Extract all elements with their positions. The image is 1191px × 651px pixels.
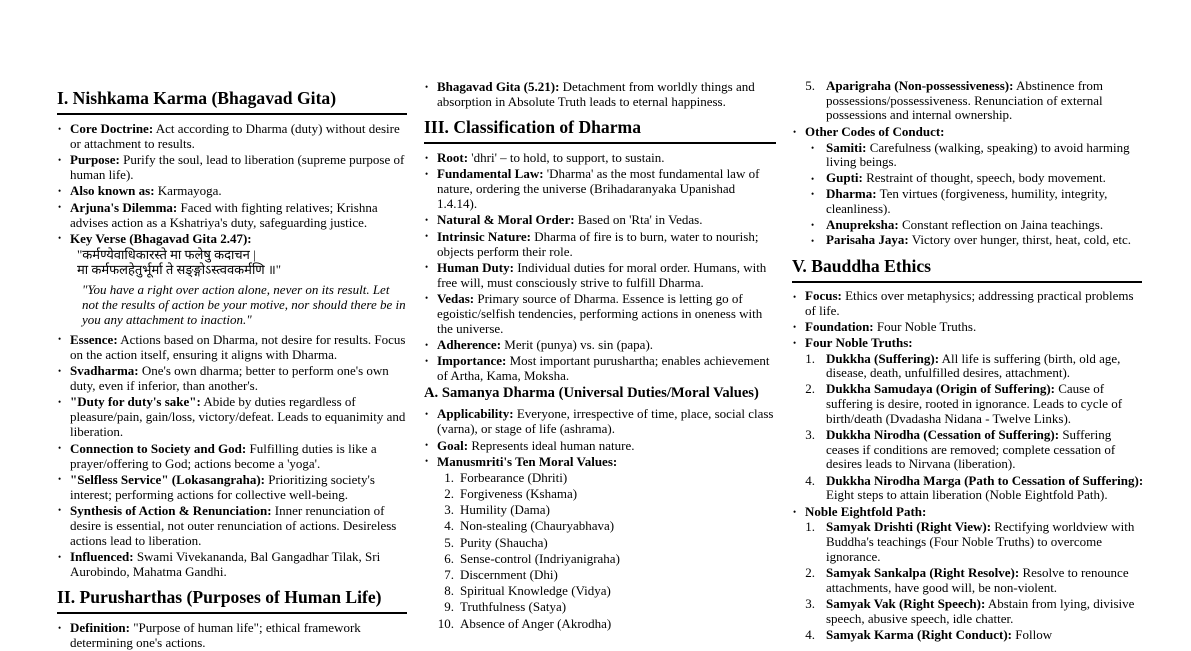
item-label: Parisaha Jaya:: [826, 232, 909, 248]
numbered-item: [792, 597, 1142, 626]
numbered-item: [424, 502, 776, 517]
list-item: [57, 472, 407, 502]
section-heading: III. Classification of Dharma: [424, 117, 776, 144]
bullet-list: [792, 289, 1142, 350]
item-label: Intrinsic Nature:: [437, 228, 532, 244]
item-label: Influenced:: [70, 549, 134, 565]
list-item: [424, 150, 776, 165]
item-text: Swami Vivekananda, Bal Gangadhar Tilak, Sri Aurobindo, Mahatma Gandhi.: [70, 549, 381, 580]
numbered-item: [792, 382, 1142, 426]
numbered-list: [792, 520, 1142, 642]
item-label: Svadharma:: [70, 363, 139, 379]
item-text: One's own dharma; better to perform one's own duty, even if inferior, than another's.: [70, 363, 389, 394]
item-number: 2.: [805, 565, 815, 581]
list-item: [424, 454, 776, 469]
item-text: Abstain from lying, divisive speech, abusive speech, idle chatter.: [826, 595, 1135, 626]
item-label: Arjuna's Dilemma:: [70, 199, 178, 215]
list-item: [424, 79, 776, 109]
list-item: [424, 353, 776, 383]
section-heading: V. Bauddha Ethics: [792, 256, 1142, 283]
item-text: Represents ideal human nature.: [471, 437, 635, 453]
verse-line: "कर्मण्येवाधिकारस्ते मा फलेषु कदाचन |: [77, 246, 256, 262]
numbered-list: [792, 79, 1142, 123]
item-label: Focus:: [805, 288, 842, 304]
bullet-list: [57, 620, 407, 650]
item-label: Samyak Sankalpa (Right Resolve):: [826, 565, 1020, 581]
item-text: Fulfilling duties is like a prayer/offering to God; actions become a 'yoga'.: [70, 440, 377, 471]
numbered-item: [424, 583, 776, 598]
numbered-item: [424, 486, 776, 501]
list-item: [792, 125, 1142, 140]
item-text: Act according to Dharma (duty) without desire or attachment to results.: [70, 121, 400, 151]
item-text: Dharma of fire is to burn, water to nourish; objects perform their role.: [437, 228, 759, 259]
numbered-item: [792, 566, 1142, 595]
item-text: Faced with fighting relatives; Krishna advises action as a Kshatriya's duty, safeguarding justice.: [70, 199, 378, 230]
item-text: "Purpose of human life"; ethical framework determining one's actions.: [70, 620, 361, 651]
item-label: Four Noble Truths:: [805, 334, 913, 350]
item-label: Other Codes of Conduct:: [805, 123, 945, 139]
list-item: [57, 363, 407, 393]
item-label: Importance:: [437, 353, 507, 369]
item-number: 4.: [805, 472, 815, 488]
list-item: [424, 291, 776, 336]
item-text: Restraint of thought, speech, body movement.: [866, 170, 1106, 186]
item-text: Sense-control (Indriyanigraha): [460, 550, 620, 566]
translation-quote: "You have a right over action alone, never on its result. Let not the results of action be your motive, nor should there be in you any attachment to inaction.": [82, 281, 406, 327]
item-label: "Selfless Service" (Lokasangraha):: [70, 471, 265, 487]
numbered-item: [424, 470, 776, 485]
item-label: Natural & Moral Order:: [437, 212, 575, 228]
item-label: Dukkha (Suffering):: [826, 350, 940, 366]
item-label: Fundamental Law:: [437, 166, 544, 182]
item-text: Truthfulness (Satya): [460, 599, 567, 615]
item-text: Follow: [1015, 626, 1053, 642]
numbered-item: [424, 551, 776, 566]
item-number: 2.: [444, 486, 454, 502]
item-text: Rectifying worldview with Buddha's teachings (Four Noble Truths) to overcome ignorance.: [826, 519, 1135, 564]
item-label: Foundation:: [805, 318, 874, 334]
numbered-list: [424, 470, 776, 631]
item-text: Merit (punya) vs. sin (papa).: [504, 337, 654, 353]
list-item: [57, 231, 407, 246]
numbered-item: [424, 535, 776, 550]
item-text: Forbearance (Dhriti): [460, 469, 568, 485]
item-number: 7.: [444, 567, 454, 582]
bullet-list: [424, 79, 776, 109]
numbered-item: [424, 616, 776, 631]
item-label: Dukkha Nirodha (Cessation of Suffering):: [826, 427, 1060, 443]
item-text: Actions based on Dharma, not desire for results. Focus on the action itself, ensuring it aligns with Dharma.: [70, 331, 406, 362]
list-item: [810, 171, 1142, 186]
item-number: 10.: [437, 615, 454, 631]
item-text: Everyone, irrespective of time, place, social class (varna), or stage of life (ashrama).: [437, 406, 774, 437]
item-number: 3.: [805, 595, 815, 611]
item-label: Core Doctrine:: [70, 121, 154, 136]
column-2: [424, 79, 776, 632]
item-label: Root:: [437, 150, 469, 165]
item-number: 6.: [444, 550, 454, 566]
column-3: [792, 79, 1142, 644]
item-label: Adherence:: [437, 337, 502, 353]
item-label: Key Verse (Bhagavad Gita 2.47):: [70, 230, 252, 246]
list-item: [424, 212, 776, 227]
item-label: Samyak Drishti (Right View):: [826, 519, 992, 535]
item-label: Dukkha Nirodha Marga (Path to Cessation of Suffering):: [826, 472, 1144, 488]
item-text: Individual duties for moral order. Humans, with free will, must consciously strive to fulfill Dharma.: [437, 259, 767, 290]
list-item: [810, 187, 1142, 216]
list-item: [792, 505, 1142, 520]
numbered-item: [424, 567, 776, 582]
subsection-heading: A. Samanya Dharma (Universal Duties/Moral Values): [424, 385, 759, 402]
numbered-item: [792, 79, 1142, 123]
item-text: Cause of suffering is desire, rooted in ignorance. Leads to cycle of birth/death (Dvadasha Nidana - Twelve Links).: [826, 381, 1123, 426]
list-item: [810, 218, 1142, 233]
item-number: 4.: [805, 626, 815, 642]
numbered-item: [424, 518, 776, 533]
item-number: 2.: [805, 381, 815, 397]
list-item: [57, 620, 407, 650]
item-text: Carefulness (walking, speaking) to avoid harming living beings.: [826, 139, 1130, 170]
item-label: Goal:: [437, 437, 469, 453]
list-item: [424, 229, 776, 259]
numbered-item: [792, 428, 1142, 472]
bullet-list: [424, 150, 776, 383]
item-label: Purpose:: [70, 152, 120, 168]
list-item: [57, 549, 407, 579]
bullet-list: [424, 406, 776, 468]
item-text: Ten virtues (forgiveness, humility, integrity, cleanliness).: [826, 185, 1108, 216]
bullet-list: [57, 121, 407, 246]
item-text: Detachment from worldly things and absorption in Absolute Truth leads to eternal happiness.: [437, 79, 755, 109]
item-text: Eight steps to attain liberation (Noble Eightfold Path).: [826, 487, 1108, 503]
item-label: Vedas:: [437, 290, 475, 306]
list-item: [57, 200, 407, 230]
numbered-item: [792, 352, 1142, 381]
item-number: 1.: [805, 519, 815, 535]
item-label: Samiti:: [826, 139, 867, 155]
item-text: Victory over hunger, thirst, heat, cold, etc.: [911, 232, 1131, 248]
numbered-item: [792, 628, 1142, 643]
item-text: 'Dharma' as the most fundamental law of nature, ordering the universe (Brihadaranyaka Upanishad 1.4.14).: [437, 166, 760, 212]
item-label: Manusmriti's Ten Moral Values:: [437, 453, 618, 469]
item-text: Absence of Anger (Akrodha): [460, 615, 612, 631]
item-label: Essence:: [70, 331, 118, 347]
item-number: 1.: [444, 469, 454, 485]
bullet-list: [792, 505, 1142, 520]
list-item: [57, 441, 407, 471]
bullet-list: [792, 141, 1142, 249]
item-number: 5.: [444, 534, 454, 550]
item-text: Suffering ceases if conditions are removed; complete cessation of desires leads to Nirvana (liberation).: [826, 427, 1116, 472]
item-text: Non-stealing (Chauryabhava): [460, 518, 615, 534]
item-text: Purity (Shaucha): [460, 534, 548, 550]
list-item: [792, 289, 1142, 318]
list-item: [792, 336, 1142, 351]
item-label: Also known as:: [70, 183, 155, 199]
item-label: Gupti:: [826, 170, 863, 186]
item-number: 9.: [444, 599, 454, 615]
item-text: Abstinence from possessions/possessiveness. Renunciation of external possessions and internal ownership.: [826, 78, 1103, 123]
item-text: 'dhri' – to hold, to support, to sustain.: [471, 150, 665, 165]
bullet-list: [792, 125, 1142, 140]
item-text: Karmayoga.: [157, 183, 222, 199]
item-label: Samyak Karma (Right Conduct):: [826, 626, 1012, 642]
list-item: [57, 121, 407, 151]
item-number: 8.: [444, 583, 454, 599]
list-item: [57, 183, 407, 198]
item-number: 3.: [805, 427, 815, 443]
item-text: Humility (Dama): [460, 502, 550, 518]
list-item: [424, 260, 776, 290]
bullet-list: [57, 332, 407, 579]
item-text: Abide by duties regardless of pleasure/pain, gain/loss, victory/defeat. Leads to equanimity and liberation.: [70, 394, 406, 440]
list-item: [424, 166, 776, 211]
item-label: Aparigraha (Non-possessiveness):: [826, 78, 1014, 93]
item-text: Discernment (Dhi): [460, 567, 558, 582]
list-item: [57, 332, 407, 362]
item-number: 1.: [805, 350, 815, 366]
item-text: Forgiveness (Kshama): [460, 486, 578, 502]
item-label: Dukkha Samudaya (Origin of Suffering):: [826, 381, 1055, 397]
item-label: Samyak Vak (Right Speech):: [826, 595, 986, 611]
list-item: [424, 337, 776, 352]
item-label: Connection to Society and God:: [70, 440, 247, 456]
list-item: [57, 152, 407, 182]
numbered-item: [792, 520, 1142, 564]
item-number: 5.: [805, 78, 815, 93]
item-label: Synthesis of Action & Renunciation:: [70, 502, 272, 518]
item-text: Four Noble Truths.: [876, 318, 977, 334]
item-number: 3.: [444, 502, 454, 518]
list-item: [424, 438, 776, 453]
item-text: All life is suffering (birth, old age, disease, death, unfulfilled desires, attachment).: [826, 350, 1121, 381]
numbered-item: [424, 599, 776, 614]
item-label: Applicability:: [437, 406, 514, 422]
item-text: Ethics over metaphysics; addressing practical problems of life.: [805, 288, 1134, 318]
section-heading: II. Purusharthas (Purposes of Human Life): [57, 587, 407, 614]
numbered-list: [792, 352, 1142, 504]
item-text: Inner renunciation of desire is essential, not outer renunciation of actions. Desireless actions lead to liberation.: [70, 502, 397, 548]
item-label: Human Duty:: [437, 259, 514, 275]
item-text: Spiritual Knowledge (Vidya): [460, 583, 611, 599]
list-item: [424, 406, 776, 436]
item-label: Anupreksha:: [826, 216, 899, 232]
item-label: Dharma:: [826, 185, 877, 201]
item-text: Most important purushartha; enables achievement of Artha, Kama, Moksha.: [437, 353, 770, 384]
item-text: Resolve to renounce attachments, have good will, be non-violent.: [826, 565, 1129, 595]
verse-line: मा कर्मफलहेतुर्भूर्मा ते सङ्ङ्गोऽस्त्ववकर्मणि ॥": [77, 261, 282, 277]
item-text: Purify the soul, lead to liberation (supreme purpose of human life).: [70, 152, 405, 183]
item-label: Definition:: [70, 620, 130, 636]
list-item: [57, 503, 407, 548]
item-text: Based on 'Rta' in Vedas.: [577, 212, 703, 228]
list-item: [792, 320, 1142, 335]
item-label: Noble Eightfold Path:: [805, 503, 927, 519]
item-label: Bhagavad Gita (5.21):: [437, 79, 560, 94]
list-item: [810, 141, 1142, 170]
column-1: [57, 88, 407, 651]
list-item: [810, 233, 1142, 248]
section-heading: I. Nishkama Karma (Bhagavad Gita): [57, 88, 407, 115]
item-number: 4.: [444, 518, 454, 534]
item-text: Constant reflection on Jaina teachings.: [901, 216, 1104, 232]
item-label: "Duty for duty's sake":: [70, 394, 201, 410]
item-text: Prioritizing society's interest; performing actions for collective well-being.: [70, 471, 375, 502]
numbered-item: [792, 474, 1142, 503]
sanskrit-verse: [57, 247, 407, 277]
item-text: Primary source of Dharma. Essence is letting go of egoistic/selfish tendencies, performing actions in oneness with the universe.: [437, 290, 763, 336]
list-item: [57, 394, 407, 439]
